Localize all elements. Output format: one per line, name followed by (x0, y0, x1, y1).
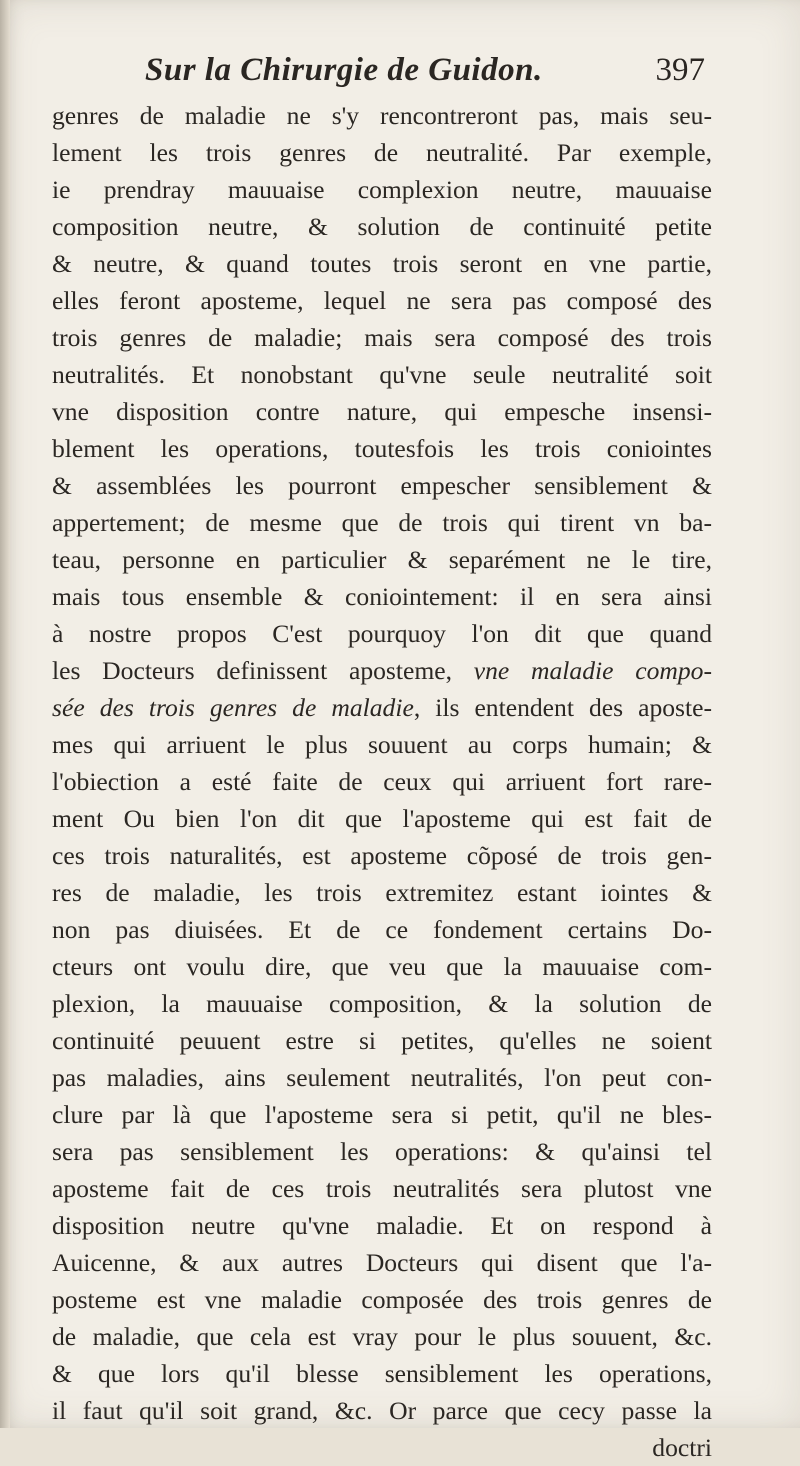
text-line: Auicenne, & aux autres Docteurs qui disent que l'a- (52, 1248, 712, 1277)
text-line: disposition neutre qu'vne maladie. Et on respond à (52, 1211, 712, 1240)
text-line: il faut qu'il soit grand, &c. Or parce que cecy passe la (52, 1396, 712, 1425)
text-line: clure par là que l'aposteme sera si petit, qu'il ne bles- (52, 1100, 712, 1129)
text-line: appertement; de mesme que de trois qui tirent vn ba- (52, 508, 712, 537)
running-head (145, 52, 705, 96)
text-line-with-italic (52, 652, 712, 689)
text-line: l'obiection a esté faite de ceux qui arriuent fort rare- (52, 767, 712, 796)
text-line: vne disposition contre nature, qui empesche insensi- (52, 397, 712, 426)
text-line: pas maladies, ains seulement neutralités, l'on peut con- (52, 1063, 712, 1092)
text-line: trois genres de maladie; mais sera composé des trois (52, 323, 712, 352)
text-line: ment Ou bien l'on dit que l'aposteme qui est fait de (52, 804, 712, 833)
text-line: elles feront aposteme, lequel ne sera pas composé des (52, 286, 712, 315)
text-line: sera pas sensiblement les operations: & qu'ainsi tel (52, 1137, 712, 1166)
text-line: à nostre propos C'est pourquoy l'on dit que quand (52, 619, 712, 648)
text-line: teau, personne en particulier & separément ne le tire, (52, 545, 712, 574)
line-text: les Docteurs definissent aposteme, (52, 656, 474, 685)
running-title: Sur la Chirurgie de Guidon. (145, 52, 543, 88)
page-gutter (0, 0, 10, 1428)
text-line: genres de maladie ne s'y rencontreront pas, mais seu- (52, 101, 712, 130)
text-line-with-italic (52, 689, 712, 726)
text-line: plexion, la mauuaise composition, & la solution de (52, 989, 712, 1018)
body-text (52, 97, 712, 1466)
text-line: mais tous ensemble & coniointement: il en sera ainsi (52, 582, 712, 611)
text-line: blement les operations, toutesfois les trois coniointes (52, 434, 712, 463)
text-line: & que lors qu'il blesse sensiblement les operations, (52, 1359, 712, 1388)
text-line: composition neutre, & solution de continuité petite (52, 212, 712, 241)
text-line: non pas diuisées. Et de ce fondement certains Do- (52, 915, 712, 944)
italic-phrase: vne maladie compo- (473, 656, 712, 685)
italic-phrase: sée des trois genres de maladie (52, 693, 414, 722)
text-line: ie prendray mauuaise complexion neutre, mauuaise (52, 175, 712, 204)
text-line: mes qui arriuent le plus souuent au corps humain; & (52, 730, 712, 759)
text-line: continuité peuuent estre si petites, qu'elles ne soient (52, 1026, 712, 1055)
text-line: posteme est vne maladie composée des trois genres de (52, 1285, 712, 1314)
text-line: cteurs ont voulu dire, que veu que la mauuaise com- (52, 952, 712, 981)
text-line: aposteme fait de ces trois neutralités sera plutost vne (52, 1174, 712, 1203)
catchword: doctri (652, 1433, 712, 1462)
text-line: de maladie, que cela est vray pour le plus souuent, &c. (52, 1322, 712, 1351)
line-text: , ils entendent des aposte- (413, 693, 713, 722)
text-line: & neutre, & quand toutes trois seront en vne partie, (52, 249, 712, 278)
text-line: & assemblées les pourront empescher sensiblement & (52, 471, 712, 500)
text-line: lement les trois genres de neutralité. Par exemple, (52, 138, 712, 167)
page-number: 397 (655, 52, 705, 88)
text-line: neutralités. Et nonobstant qu'vne seule neutralité soit (52, 360, 712, 389)
text-line: res de maladie, les trois extremitez estant iointes & (52, 878, 712, 907)
text-line: ces trois naturalités, est aposteme cõposé de trois gen- (52, 841, 712, 870)
